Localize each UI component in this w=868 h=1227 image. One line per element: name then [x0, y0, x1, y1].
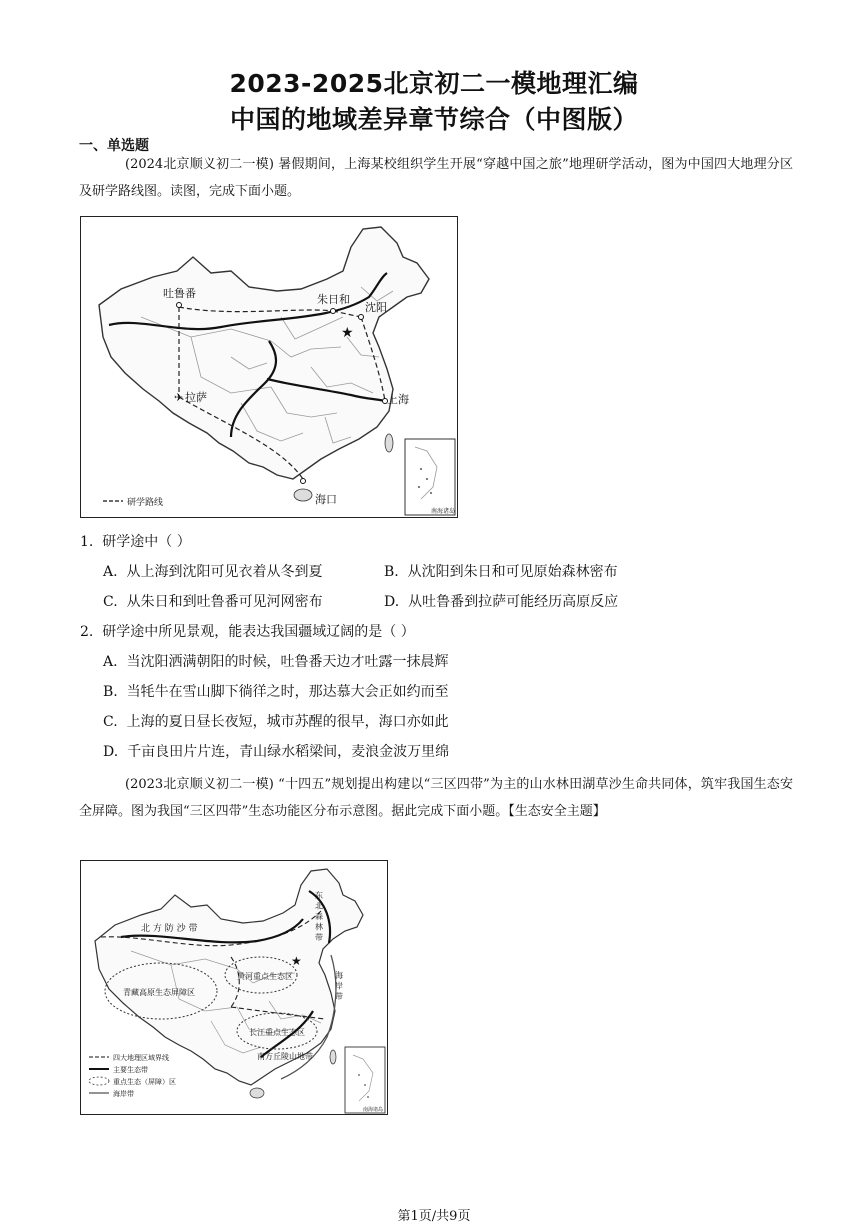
map-study-route	[80, 216, 458, 518]
label-yangtze: 长江重点生态区	[249, 1028, 305, 1037]
page-title: 2023-2025北京初二一模地理汇编	[229, 69, 639, 98]
svg-text:✈: ✈	[174, 391, 184, 404]
question-1-stem: 1. 研学途中（ ）	[80, 534, 191, 550]
legend-route: 研学路线	[127, 498, 164, 508]
label-yellow-river: 黄河重点生态区	[237, 972, 293, 981]
label-north-belt: 北 方 防 沙 带	[141, 924, 198, 934]
legend-eco-zone: 重点生态（屏障）区	[113, 1078, 176, 1086]
label-shanghai: 上海	[387, 393, 409, 406]
label-northeast: 东 北 森 林 带	[314, 891, 324, 942]
svg-text:★: ★	[291, 954, 302, 968]
question-2-option-b[interactable]: B. 当牦牛在雪山脚下徜徉之时，那达慕大会正如约而至	[103, 684, 449, 700]
legend-eco-belt: 主要生态带	[113, 1066, 148, 1074]
legend-region-boundary: 四大地理区域界线	[113, 1054, 169, 1062]
label-shenyang: 沈阳	[365, 301, 387, 314]
question-1-option-c[interactable]: C. 从朱日和到吐鲁番可见河网密布	[103, 594, 323, 610]
question-2-option-c[interactable]: C. 上海的夏日昼长夜短，城市苏醒的很早，海口亦如此	[103, 714, 449, 730]
label-zhurihe: 朱日和	[317, 293, 350, 306]
label-lhasa: 拉萨	[185, 391, 207, 404]
question-1-option-d[interactable]: D. 从吐鲁番到拉萨可能经历高原反应	[384, 594, 619, 610]
label-haikou: 海口	[315, 493, 337, 506]
question-2-option-a[interactable]: A. 当沈阳洒满朝阳的时候，吐鲁番天边才吐露一抹晨辉	[103, 654, 449, 670]
label-turpan: 吐鲁番	[163, 287, 196, 300]
page-subtitle: 中国的地域差异章节综合（中图版）	[229, 105, 638, 134]
inset-label-2: 南海诸岛	[363, 1107, 384, 1113]
label-coastal: 海 岸 带	[334, 971, 344, 1001]
question-1-option-a[interactable]: A. 从上海到沈阳可见衣着从冬到夏	[103, 564, 323, 580]
intro-text-2: (2023北京顺义初二一模) “十四五”规划提出构建以“三区四带”为主的山水林田湖草沙生命共同体，筑牢我国生态安全屏障。图为我国“三区四带”生态功能区分布示意图。据此完成下面小题。【生态安全主题】	[79, 777, 793, 819]
label-southern-hills: 南方丘陵山地带	[257, 1052, 313, 1061]
page-footer: 第1页/共9页	[397, 1209, 471, 1224]
section-heading: 一、单选题	[79, 138, 149, 154]
inset-label-1: 南海诸岛	[431, 508, 456, 515]
svg-text:★: ★	[341, 325, 354, 341]
intro-text-1: (2024北京顺义初二一模) 暑假期间，上海某校组织学生开展“穿越中国之旅”地理研学活动，图为中国四大地理分区及研学路线图。读图，完成下面小题。	[79, 157, 793, 199]
label-qinghai-tibet: 青藏高原生态屏障区	[123, 988, 195, 997]
question-2-option-d[interactable]: D. 千亩良田片片连，青山绿水稻梁间，麦浪金波万里绵	[103, 744, 450, 760]
legend-coastal: 海岸带	[113, 1090, 134, 1098]
map-ecological-zones	[80, 860, 388, 1115]
question-2-stem: 2. 研学途中所见景观，能表达我国疆域辽阔的是（ ）	[80, 624, 415, 640]
intro-paragraph-1	[79, 151, 793, 205]
question-1-option-b[interactable]: B. 从沈阳到朱日和可见原始森林密布	[384, 564, 618, 580]
intro-paragraph-2	[79, 771, 793, 825]
